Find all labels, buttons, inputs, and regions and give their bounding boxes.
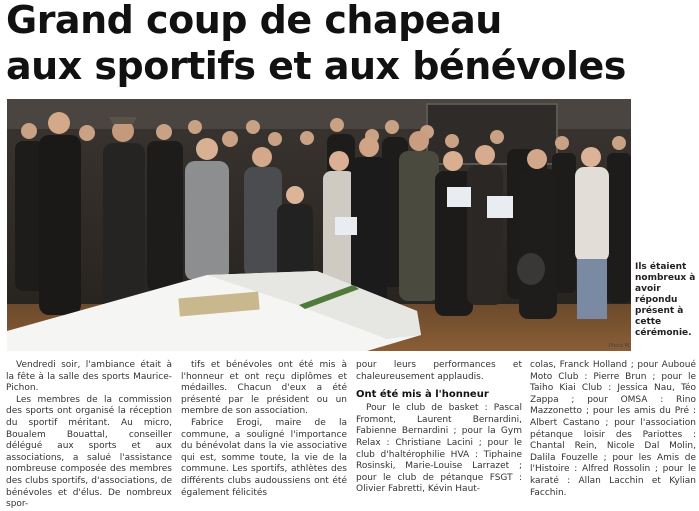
- paragraph: Les membres de la commission des sports ont organisé la réception du sportif méritant. Au micro, Boualem Bouattal, conseiller délégué aux sports et aux associations, a salué l'assistance nombreuse composée des membres des clubs sportifs, d'associations, de bénévoles et d'élus. De nombreux spor-: [6, 394, 172, 510]
- paragraph: Vendredi soir, l'ambiance était à la fête à la salle des sports Maurice-Pichon.: [6, 360, 172, 394]
- photo-caption: [635, 262, 697, 339]
- article-column-2: [181, 360, 347, 498]
- paragraph: colas, Franck Holland ; pour Auboué Moto Club : Pierre Brun ; pour le Taiho Kiai Club : Jessica Nau, Téo Zappa ; pour OMSA : Rino Mazzonetto ; pour les amis du Pré : Albert Castano ; pour l'association pétanque loisir des Pariottes : Chantal Rein, Nicole Dal Molin, Dalila Fouzelle ; pour les Amis de l'Histoire : Alfred Rossolin ; pour le karaté : Allan Lacchin et Kylian Facchin.: [530, 360, 696, 498]
- paragraph: Fabrice Erogi, maire de la commune, a souligné l'importance du bénévolat dans la vie associative qui est, somme toute, la vie de la commune. Les sportifs, athlètes des différents clubs audoussiens ont été également félicités: [181, 417, 347, 498]
- article-column-1: [6, 360, 172, 510]
- article-column-3: [356, 360, 522, 495]
- article-column-4: [530, 360, 696, 498]
- headline-line-2: aux sportifs et aux bénévoles: [6, 44, 626, 88]
- paragraph: pour leurs performances et chaleureusement applaudis.: [356, 360, 522, 382]
- photo-caption-text: Ils étaient nombreux à avoir répondu présent à cette cérémonie.: [635, 262, 696, 338]
- article-photo: [7, 99, 631, 351]
- section-subheading: Ont été mis à l'honneur: [356, 389, 489, 401]
- paragraph: tifs et bénévoles ont été mis à l'honneur et ont reçu diplômes et médailles. Chacun d'eux a été présenté par le président ou un membre de son association.: [181, 360, 347, 417]
- headline-line-1: Grand coup de chapeau: [6, 0, 502, 42]
- photo-credit: Photo M.: [609, 343, 631, 349]
- paragraph: Pour le club de basket : Pascal Fromont, Laurent Bernardini, Fabienne Bernardini ; pour la Gym Relax : Christiane Lacini ; pour le club d'haltérophilie HVA : Tiphaine Rosinski, Marie-Louise Larrazet ; pour le club de pétanque FSGT : Olivier Fabretti, Kévin Haut-: [356, 403, 522, 495]
